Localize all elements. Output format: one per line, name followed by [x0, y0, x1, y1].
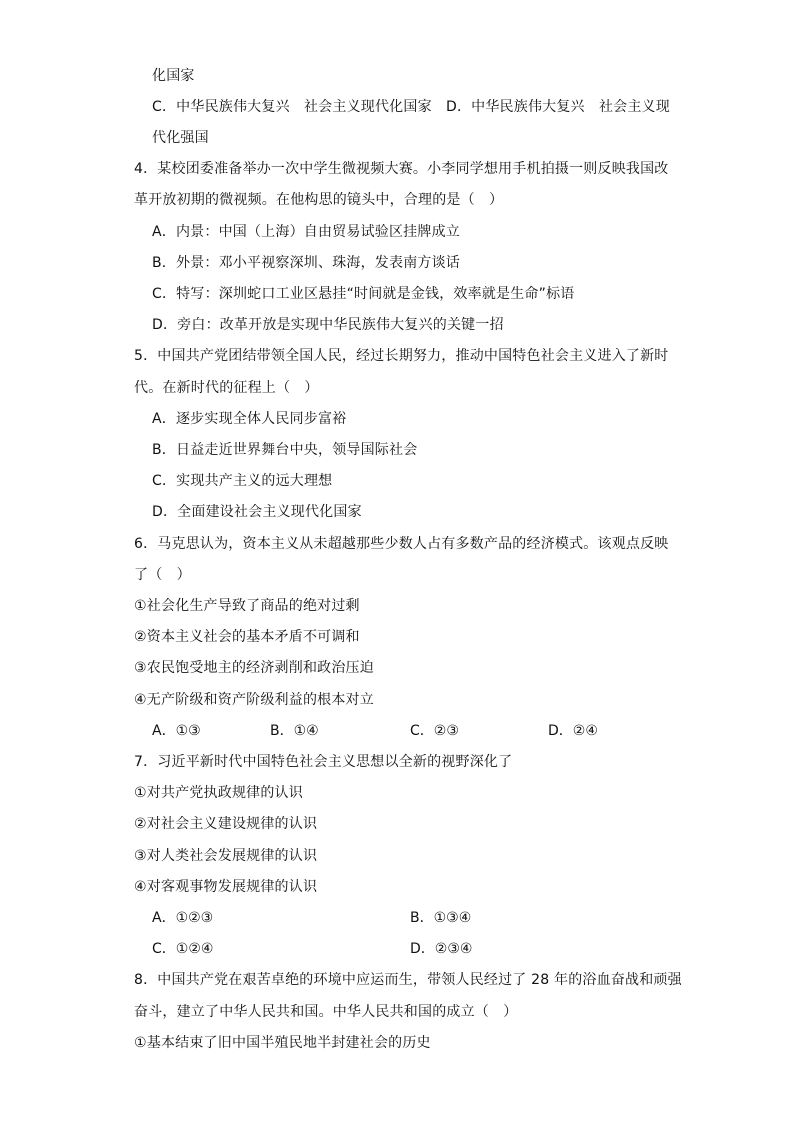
- q6-option-b: B．①④: [270, 723, 319, 739]
- q5-option-a: A．逐步实现全体人民同步富裕: [152, 411, 347, 427]
- q6-statement-2: ②资本主义社会的基本矛盾不可调和: [134, 629, 360, 645]
- q4-option-a: A．内景：中国（上海）自由贸易试验区挂牌成立: [152, 224, 460, 240]
- q7-option-a: A．①②③: [152, 910, 214, 926]
- q5-stem-line-2: 代。在新时代的征程上（ ）: [134, 380, 319, 396]
- q5-stem-line-1: 5．中国共产党团结带领全国人民，经过长期努力，推动中国特色社会主义进入了新时: [134, 348, 669, 364]
- q5-option-b: B．日益走近世界舞台中央，领导国际社会: [152, 442, 418, 458]
- q7-option-d: D．②③④: [410, 941, 473, 957]
- q7-statement-2: ②对社会主义建设规律的认识: [134, 816, 318, 832]
- q7-statement-1: ①对共产党执政规律的认识: [134, 785, 303, 801]
- q7-option-c: C．①②④: [152, 941, 214, 957]
- q3-text-line-3: 代化强国: [152, 130, 209, 146]
- q8-statement-1: ①基本结束了旧中国半殖民地半封建社会的历史: [134, 1035, 431, 1051]
- q6-option-d: D．②④: [548, 723, 598, 739]
- q3-text-line-1: 化国家: [152, 68, 195, 84]
- q7-option-b: B．①③④: [410, 910, 472, 926]
- q3-option-c-d: C．中华民族伟大复兴 社会主义现代化国家 D．中华民族伟大复兴 社会主义现: [152, 99, 670, 115]
- q6-stem-line-2: 了（ ）: [134, 567, 191, 583]
- q4-option-d: D．旁白：改革开放是实现中华民族伟大复兴的关键一招: [152, 317, 504, 333]
- q8-stem-line-1: 8．中国共产党在艰苦卓绝的环境中应运而生，带领人民经过了 28 年的浴血奋战和顽强: [134, 972, 682, 988]
- q7-stem: 7．习近平新时代中国特色社会主义思想以全新的视野深化了: [134, 754, 513, 770]
- q7-statement-3: ③对人类社会发展规律的认识: [134, 848, 318, 864]
- q6-stem-line-1: 6．马克思认为，资本主义从未超越那些少数人占有多数产品的经济模式。该观点反映: [134, 536, 669, 552]
- q6-statement-1: ①社会化生产导致了商品的绝对过剩: [134, 598, 360, 614]
- q5-option-d: D．全面建设社会主义现代化国家: [152, 504, 362, 520]
- q7-statement-4: ④对客观事物发展规律的认识: [134, 879, 318, 895]
- q6-option-a: A．①③: [152, 723, 201, 739]
- q6-option-c: C．②③: [410, 723, 459, 739]
- q4-stem-line-2: 革开放初期的微视频。在他构思的镜头中，合理的是（ ）: [134, 192, 504, 208]
- q4-option-b: B．外景：邓小平视察深圳、珠海，发表南方谈话: [152, 255, 461, 271]
- q6-statement-4: ④无产阶级和资产阶级利益的根本对立: [134, 692, 374, 708]
- q5-option-c: C．实现共产主义的远大理想: [152, 473, 333, 489]
- q4-stem-line-1: 4．某校团委准备举办一次中学生微视频大赛。小李同学想用手机拍摄一则反映我国改: [134, 161, 669, 177]
- q8-stem-line-2: 奋斗，建立了中华人民共和国。中华人民共和国的成立（ ）: [134, 1004, 518, 1020]
- q6-statement-3: ③农民饱受地主的经济剥削和政治压迫: [134, 660, 374, 676]
- q4-option-c: C．特写：深圳蛇口工业区悬挂“时间就是金钱，效率就是生命”标语: [152, 286, 575, 302]
